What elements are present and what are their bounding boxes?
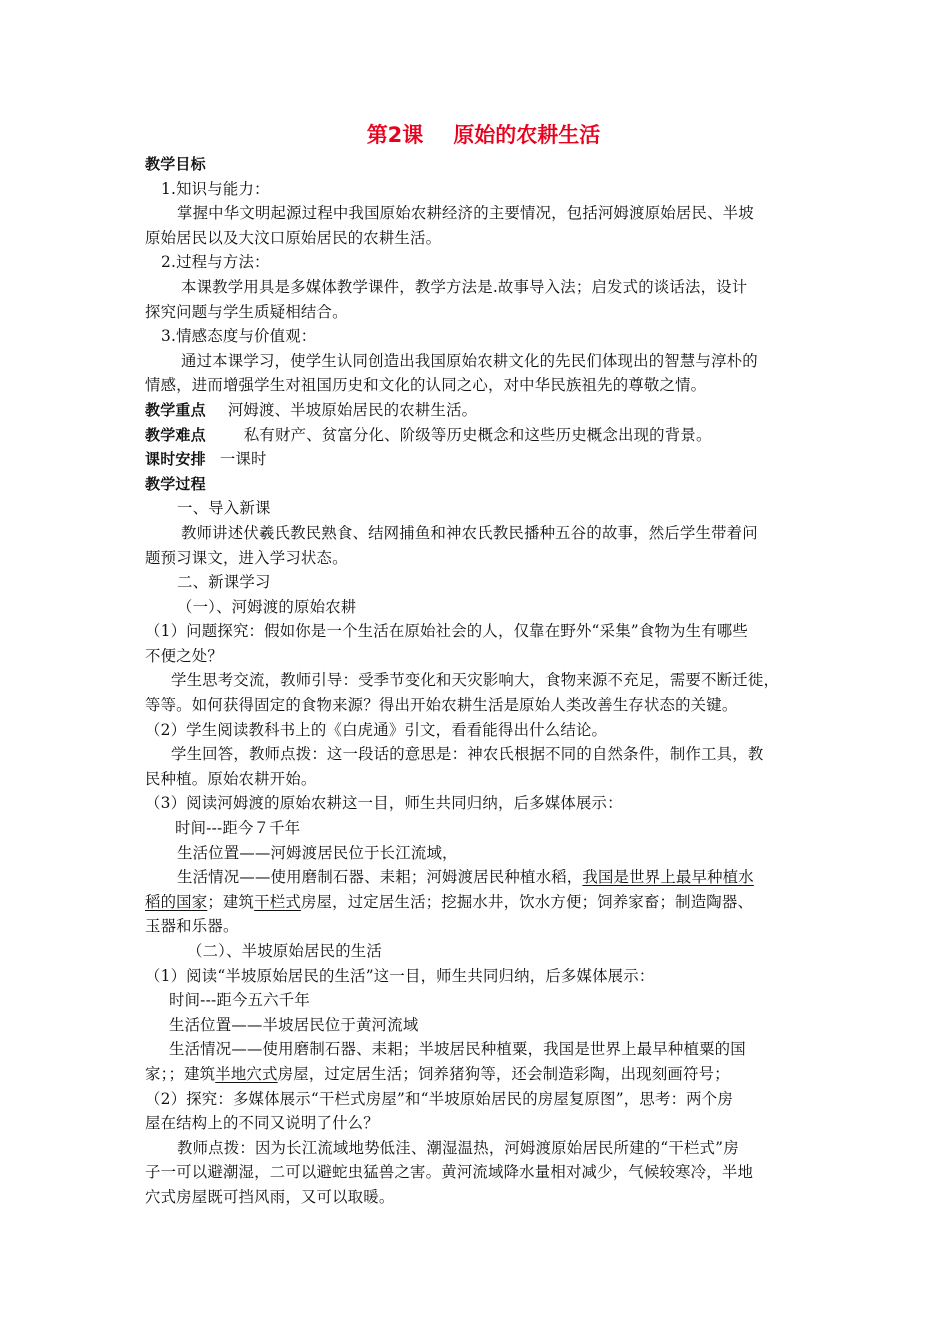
question-line: （2）学生阅读教科书上的《白虎通》引文，看看能得出什么结论。 — [145, 720, 608, 739]
banpo-time: 时间---距今五六千年 — [169, 991, 310, 1010]
focus-text: 河姆渡、半坡原始居民的农耕生活。 — [227, 400, 478, 419]
banpo-life-text: 家；；建筑 — [145, 1064, 216, 1083]
banpo-location: 生活位置——半坡居民位于黄河流域 — [169, 1015, 419, 1034]
hemudu-section-title: （一）、河姆渡的原始农耕 — [177, 597, 357, 616]
knowledge-text-line: 原始居民以及大汶口原始居民的农耕生活。 — [145, 228, 442, 247]
process-heading: 教学过程 — [145, 474, 206, 493]
process-method-text-line: 本课教学用具是多媒体教学课件，教学方法是.故事导入法；启发式的谈话法，设计 — [181, 277, 748, 296]
teacher-explanation-line: 子一可以避潮湿，二可以避蛇虫猛兽之害。黄河流域降水量相对减少，气候较寒冷，半地 — [145, 1163, 754, 1182]
difficulty-row — [145, 423, 810, 448]
answer-line: 学生回答，教师点拨：这一段话的意思是：神农氏根据不同的自然条件，制作工具，教 — [171, 745, 764, 764]
question-line: （2）探究：多媒体展示“干栏式房屋”和“半坡原始居民的房屋复原图”，思考：两个房 — [145, 1089, 733, 1108]
emotion-text-line: 情感，进而增强学生对祖国历史和文化的认同之心，对中华民族祖先的尊敬之情。 — [145, 376, 707, 395]
answer-line: 学生思考交流，教师引导：受季节变化和天灾影响大，食物来源不充足，需要不断迁徙， — [171, 671, 780, 690]
intro-text-line: 题预习课文，进入学习状态。 — [145, 548, 348, 567]
difficulty-label: 教学难点 — [145, 425, 206, 444]
hemudu-life-line — [145, 865, 810, 890]
knowledge-text-line: 掌握中华文明起源过程中我国原始农耕经济的主要情况，包括河姆渡原始居民、半坡 — [177, 204, 754, 223]
hemudu-life-line — [145, 890, 810, 915]
intro-text-line: 教师讲述伏羲氏教民熟食、结网捕鱼和神农氏教民播种五谷的故事，然后学生带着问 — [181, 523, 758, 542]
question-line: （1）阅读“半坡原始居民的生活”这一目，师生共同归纳，后多媒体展示： — [145, 966, 655, 985]
process-method-text-line: 探究问题与学生质疑相结合。 — [145, 302, 348, 321]
teacher-explanation-line: 穴式房屋既可挡风雨，又可以取暖。 — [145, 1187, 395, 1206]
lesson-name: 原始的农耕生活 — [453, 123, 601, 147]
hemudu-life-text: 生活情况——使用磨制石器、耒耜；河姆渡居民种植水稻， — [177, 868, 583, 887]
question-line: 屋在结构上的不同又说明了什么？ — [145, 1114, 379, 1133]
question-line: 不便之处？ — [145, 646, 223, 665]
lesson-number: 第2课 — [366, 123, 424, 147]
process-method-label: 2.过程与方法： — [161, 253, 270, 272]
hemudu-life-line: 玉器和乐器。 — [145, 917, 239, 936]
schedule-text: 一课时 — [219, 450, 267, 469]
schedule-row — [145, 447, 810, 472]
answer-line: 等等。如何获得固定的食物来源？得出开始农耕生活是原始人类改善生存状态的关键。 — [145, 696, 738, 715]
lesson-title — [157, 118, 810, 152]
difficulty-text: 私有财产、贫富分化、阶级等历史概念和这些历史概念出现的背景。 — [243, 425, 712, 444]
focus-row — [145, 398, 810, 423]
knowledge-label: 1.知识与能力： — [161, 179, 270, 198]
new-lesson-title: 二、新课学习 — [177, 573, 271, 592]
hemudu-life-underlined: 稻的国家 — [145, 892, 208, 911]
hemudu-life-underlined: 干栏式 — [254, 892, 301, 911]
banpo-life-text: 房屋，过定居生活；饲养猪狗等，还会制造彩陶，出现刻画符号； — [277, 1064, 730, 1083]
banpo-section-title: （二）、半坡原始居民的生活 — [187, 942, 382, 960]
hemudu-location: 生活位置——河姆渡居民位于长江流域， — [177, 843, 458, 862]
schedule-label: 课时安排 — [145, 450, 206, 469]
intro-title: 一、导入新课 — [177, 499, 271, 518]
document-page — [145, 118, 810, 1210]
banpo-life-underlined: 半地穴式 — [215, 1064, 278, 1083]
banpo-life-line: 生活情况——使用磨制石器、耒耜；半坡居民种植粟，我国是世界上最早种植粟的国 — [169, 1040, 746, 1059]
teacher-explanation-line: 教师点拨：因为长江流域地势低洼、潮湿温热，河姆渡原始居民所建的“干栏式”房 — [177, 1138, 739, 1157]
question-line: （3）阅读河姆渡的原始农耕这一目，师生共同归纳，后多媒体展示： — [145, 794, 623, 813]
focus-label: 教学重点 — [145, 400, 206, 419]
emotion-label: 3.情感态度与价值观： — [161, 327, 317, 346]
question-line: （1）问题探究：假如你是一个生活在原始社会的人，仅靠在野外“采集”食物为生有哪些 — [145, 622, 748, 641]
hemudu-life-text: ；建筑 — [207, 892, 255, 911]
banpo-life-line — [145, 1062, 810, 1087]
hemudu-time: 时间---距今７千年 — [175, 819, 301, 838]
emotion-text-line: 通过本课学习，使学生认同创造出我国原始农耕文化的先民们体现出的智慧与淳朴的 — [181, 351, 758, 370]
hemudu-life-underlined: 我国是世界上最早种植水 — [582, 868, 754, 887]
objectives-heading: 教学目标 — [145, 155, 206, 173]
answer-line: 民种植。原始农耕开始。 — [145, 769, 317, 788]
hemudu-life-text: 房屋，过定居生活；挖掘水井，饮水方便；饲养家畜；制造陶器、 — [300, 892, 754, 911]
